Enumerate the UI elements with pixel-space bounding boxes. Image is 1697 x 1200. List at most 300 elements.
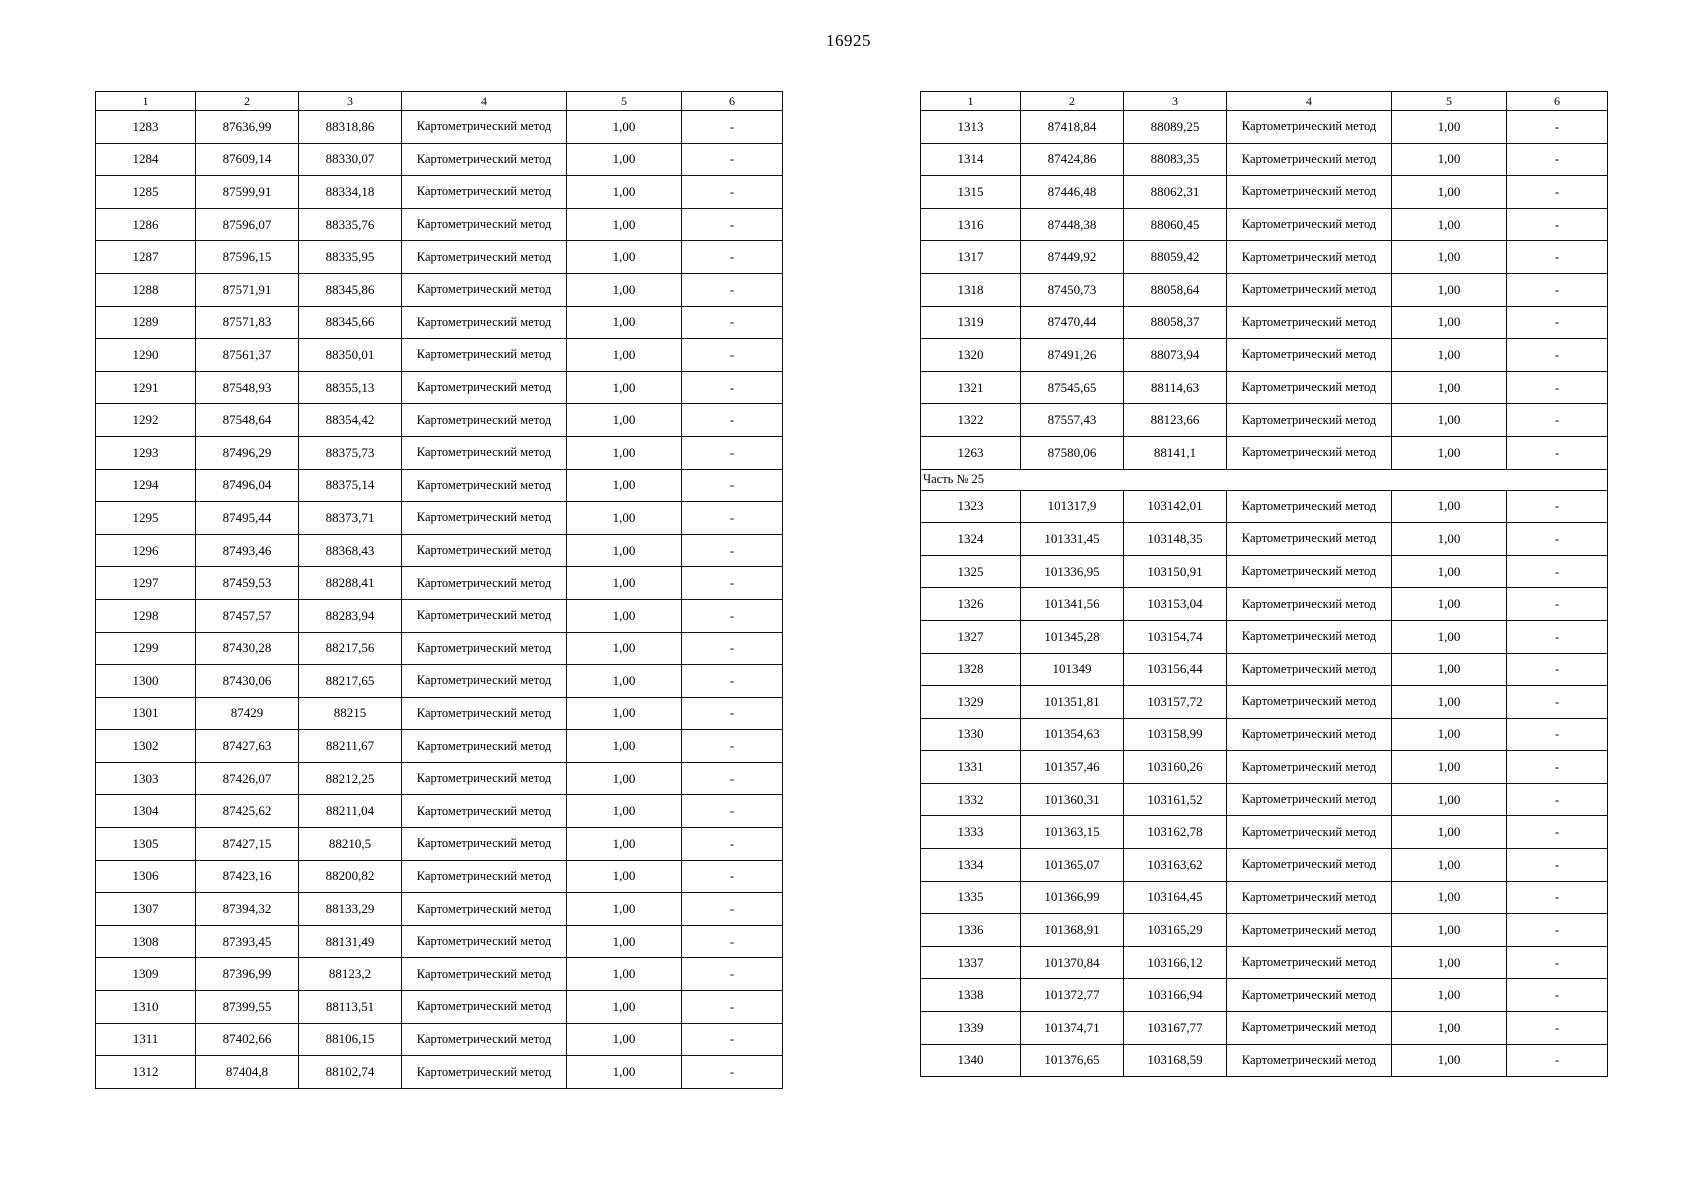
accuracy-cell: 1,00	[1392, 555, 1507, 588]
point-number-cell: 1298	[96, 599, 196, 632]
method-cell: Картометрический метод	[1227, 914, 1392, 947]
note-cell: -	[1507, 273, 1608, 306]
table-row	[96, 860, 783, 893]
point-number-cell: 1315	[921, 176, 1021, 209]
accuracy-cell: 1,00	[567, 339, 682, 372]
point-number-cell: 1292	[96, 404, 196, 437]
accuracy-cell: 1,00	[1392, 914, 1507, 947]
point-number-cell: 1335	[921, 881, 1021, 914]
table-row	[921, 111, 1608, 144]
accuracy-cell: 1,00	[1392, 436, 1507, 469]
point-number-cell: 1322	[921, 404, 1021, 437]
table-row	[96, 404, 783, 437]
point-number-cell: 1337	[921, 946, 1021, 979]
x-coordinate-cell: 87404,8	[196, 1056, 299, 1089]
accuracy-cell: 1,00	[567, 665, 682, 698]
column-header: 5	[1392, 92, 1507, 111]
point-number-cell: 1320	[921, 339, 1021, 372]
table-row	[921, 653, 1608, 686]
accuracy-cell: 1,00	[567, 860, 682, 893]
accuracy-cell: 1,00	[567, 893, 682, 926]
method-cell: Картометрический метод	[402, 925, 567, 958]
method-cell: Картометрический метод	[402, 436, 567, 469]
note-cell: -	[682, 111, 783, 144]
accuracy-cell: 1,00	[1392, 653, 1507, 686]
x-coordinate-cell: 101370,84	[1021, 946, 1124, 979]
point-number-cell: 1303	[96, 762, 196, 795]
y-coordinate-cell: 103162,78	[1124, 816, 1227, 849]
table-row	[921, 523, 1608, 556]
table-row	[96, 632, 783, 665]
y-coordinate-cell: 88375,14	[299, 469, 402, 502]
y-coordinate-cell: 103166,12	[1124, 946, 1227, 979]
point-number-cell: 1314	[921, 143, 1021, 176]
table-row	[96, 665, 783, 698]
column-header: 4	[402, 92, 567, 111]
left-table-body	[96, 111, 783, 1089]
x-coordinate-cell: 87396,99	[196, 958, 299, 991]
table-row	[921, 751, 1608, 784]
column-header: 3	[1124, 92, 1227, 111]
accuracy-cell: 1,00	[1392, 849, 1507, 882]
table-row	[921, 979, 1608, 1012]
point-number-cell: 1316	[921, 208, 1021, 241]
y-coordinate-cell: 103163,62	[1124, 849, 1227, 882]
table-row	[96, 273, 783, 306]
note-cell: -	[1507, 490, 1608, 523]
x-coordinate-cell: 87424,86	[1021, 143, 1124, 176]
point-number-cell: 1300	[96, 665, 196, 698]
y-coordinate-cell: 103142,01	[1124, 490, 1227, 523]
method-cell: Картометрический метод	[402, 1056, 567, 1089]
x-coordinate-cell: 101351,81	[1021, 686, 1124, 719]
note-cell: -	[1507, 241, 1608, 274]
accuracy-cell: 1,00	[567, 828, 682, 861]
point-number-cell: 1289	[96, 306, 196, 339]
y-coordinate-cell: 103148,35	[1124, 523, 1227, 556]
x-coordinate-cell: 87609,14	[196, 143, 299, 176]
accuracy-cell: 1,00	[1392, 404, 1507, 437]
table-row	[96, 991, 783, 1024]
point-number-cell: 1307	[96, 893, 196, 926]
table-row	[921, 1012, 1608, 1045]
x-coordinate-cell: 101365,07	[1021, 849, 1124, 882]
method-cell: Картометрический метод	[1227, 718, 1392, 751]
x-coordinate-cell: 101354,63	[1021, 718, 1124, 751]
point-number-cell: 1326	[921, 588, 1021, 621]
table-header-row	[96, 92, 783, 111]
y-coordinate-cell: 88211,04	[299, 795, 402, 828]
accuracy-cell: 1,00	[1392, 686, 1507, 719]
y-coordinate-cell: 103167,77	[1124, 1012, 1227, 1045]
table-row	[921, 306, 1608, 339]
point-number-cell: 1317	[921, 241, 1021, 274]
note-cell: -	[682, 469, 783, 502]
method-cell: Картометрический метод	[1227, 273, 1392, 306]
accuracy-cell: 1,00	[567, 111, 682, 144]
y-coordinate-cell: 103160,26	[1124, 751, 1227, 784]
x-coordinate-cell: 87449,92	[1021, 241, 1124, 274]
y-coordinate-cell: 88217,65	[299, 665, 402, 698]
note-cell: -	[1507, 620, 1608, 653]
y-coordinate-cell: 103156,44	[1124, 653, 1227, 686]
point-number-cell: 1331	[921, 751, 1021, 784]
note-cell: -	[682, 436, 783, 469]
x-coordinate-cell: 101376,65	[1021, 1044, 1124, 1077]
x-coordinate-cell: 87448,38	[1021, 208, 1124, 241]
note-cell: -	[682, 1056, 783, 1089]
point-number-cell: 1295	[96, 502, 196, 535]
x-coordinate-cell: 87596,07	[196, 208, 299, 241]
y-coordinate-cell: 88073,94	[1124, 339, 1227, 372]
y-coordinate-cell: 88330,07	[299, 143, 402, 176]
table-row	[96, 469, 783, 502]
y-coordinate-cell: 88062,31	[1124, 176, 1227, 209]
accuracy-cell: 1,00	[1392, 371, 1507, 404]
x-coordinate-cell: 87491,26	[1021, 339, 1124, 372]
note-cell: -	[682, 925, 783, 958]
note-cell: -	[682, 860, 783, 893]
y-coordinate-cell: 88288,41	[299, 567, 402, 600]
table-row	[96, 208, 783, 241]
x-coordinate-cell: 101374,71	[1021, 1012, 1124, 1045]
accuracy-cell: 1,00	[567, 273, 682, 306]
method-cell: Картометрический метод	[1227, 816, 1392, 849]
table-row	[96, 502, 783, 535]
point-number-cell: 1284	[96, 143, 196, 176]
note-cell: -	[682, 665, 783, 698]
y-coordinate-cell: 88133,29	[299, 893, 402, 926]
y-coordinate-cell: 88373,71	[299, 502, 402, 535]
point-number-cell: 1318	[921, 273, 1021, 306]
y-coordinate-cell: 88212,25	[299, 762, 402, 795]
x-coordinate-cell: 101317,9	[1021, 490, 1124, 523]
x-coordinate-cell: 87429	[196, 697, 299, 730]
y-coordinate-cell: 88354,42	[299, 404, 402, 437]
accuracy-cell: 1,00	[1392, 306, 1507, 339]
table-row	[921, 208, 1608, 241]
note-cell: -	[1507, 783, 1608, 816]
table-header-row	[921, 92, 1608, 111]
note-cell: -	[1507, 176, 1608, 209]
y-coordinate-cell: 88089,25	[1124, 111, 1227, 144]
accuracy-cell: 1,00	[567, 436, 682, 469]
method-cell: Картометрический метод	[402, 241, 567, 274]
method-cell: Картометрический метод	[1227, 849, 1392, 882]
accuracy-cell: 1,00	[1392, 946, 1507, 979]
accuracy-cell: 1,00	[1392, 143, 1507, 176]
note-cell: -	[682, 273, 783, 306]
accuracy-cell: 1,00	[567, 404, 682, 437]
note-cell: -	[682, 599, 783, 632]
y-coordinate-cell: 88123,66	[1124, 404, 1227, 437]
note-cell: -	[1507, 208, 1608, 241]
table-row	[921, 555, 1608, 588]
y-coordinate-cell: 88318,86	[299, 111, 402, 144]
point-number-cell: 1286	[96, 208, 196, 241]
method-cell: Картометрический метод	[402, 534, 567, 567]
method-cell: Картометрический метод	[402, 958, 567, 991]
note-cell: -	[1507, 881, 1608, 914]
x-coordinate-cell: 87571,91	[196, 273, 299, 306]
method-cell: Картометрический метод	[1227, 555, 1392, 588]
method-cell: Картометрический метод	[1227, 620, 1392, 653]
method-cell: Картометрический метод	[402, 143, 567, 176]
note-cell: -	[1507, 588, 1608, 621]
accuracy-cell: 1,00	[1392, 620, 1507, 653]
table-row	[921, 849, 1608, 882]
x-coordinate-cell: 101331,45	[1021, 523, 1124, 556]
y-coordinate-cell: 103150,91	[1124, 555, 1227, 588]
x-coordinate-cell: 87423,16	[196, 860, 299, 893]
point-number-cell: 1301	[96, 697, 196, 730]
note-cell: -	[682, 697, 783, 730]
accuracy-cell: 1,00	[567, 991, 682, 1024]
method-cell: Картометрический метод	[402, 339, 567, 372]
method-cell: Картометрический метод	[1227, 241, 1392, 274]
table-row	[921, 371, 1608, 404]
x-coordinate-cell: 101366,99	[1021, 881, 1124, 914]
x-coordinate-cell: 87427,63	[196, 730, 299, 763]
note-cell: -	[682, 958, 783, 991]
point-number-cell: 1328	[921, 653, 1021, 686]
method-cell: Картометрический метод	[402, 1023, 567, 1056]
table-row	[921, 273, 1608, 306]
note-cell: -	[682, 893, 783, 926]
table-row	[921, 718, 1608, 751]
point-number-cell: 1311	[96, 1023, 196, 1056]
table-row	[96, 828, 783, 861]
table-row	[96, 1023, 783, 1056]
point-number-cell: 1312	[96, 1056, 196, 1089]
table-row	[96, 241, 783, 274]
table-row	[96, 730, 783, 763]
y-coordinate-cell: 88283,94	[299, 599, 402, 632]
section-row	[921, 469, 1608, 490]
point-number-cell: 1309	[96, 958, 196, 991]
note-cell: -	[682, 404, 783, 437]
point-number-cell: 1338	[921, 979, 1021, 1012]
point-number-cell: 1323	[921, 490, 1021, 523]
table-row	[96, 176, 783, 209]
x-coordinate-cell: 87430,28	[196, 632, 299, 665]
y-coordinate-cell: 88113,51	[299, 991, 402, 1024]
y-coordinate-cell: 103154,74	[1124, 620, 1227, 653]
table-row	[921, 686, 1608, 719]
x-coordinate-cell: 87571,83	[196, 306, 299, 339]
x-coordinate-cell: 101368,91	[1021, 914, 1124, 947]
point-number-cell: 1327	[921, 620, 1021, 653]
x-coordinate-cell: 87427,15	[196, 828, 299, 861]
point-number-cell: 1305	[96, 828, 196, 861]
method-cell: Картометрический метод	[402, 697, 567, 730]
accuracy-cell: 1,00	[567, 599, 682, 632]
column-header: 2	[196, 92, 299, 111]
note-cell: -	[682, 534, 783, 567]
point-number-cell: 1291	[96, 371, 196, 404]
note-cell: -	[682, 502, 783, 535]
method-cell: Картометрический метод	[402, 860, 567, 893]
method-cell: Картометрический метод	[402, 665, 567, 698]
method-cell: Картометрический метод	[402, 893, 567, 926]
y-coordinate-cell: 88200,82	[299, 860, 402, 893]
point-number-cell: 1334	[921, 849, 1021, 882]
accuracy-cell: 1,00	[567, 1056, 682, 1089]
y-coordinate-cell: 88345,66	[299, 306, 402, 339]
method-cell: Картометрический метод	[402, 469, 567, 502]
table-row	[96, 1056, 783, 1089]
right-table-section	[921, 469, 1608, 490]
accuracy-cell: 1,00	[567, 762, 682, 795]
method-cell: Картометрический метод	[1227, 653, 1392, 686]
method-cell: Картометрический метод	[1227, 111, 1392, 144]
table-row	[96, 306, 783, 339]
method-cell: Картометрический метод	[1227, 946, 1392, 979]
x-coordinate-cell: 87548,64	[196, 404, 299, 437]
table-row	[921, 783, 1608, 816]
note-cell: -	[682, 339, 783, 372]
note-cell: -	[1507, 339, 1608, 372]
accuracy-cell: 1,00	[1392, 241, 1507, 274]
y-coordinate-cell: 88083,35	[1124, 143, 1227, 176]
x-coordinate-cell: 87418,84	[1021, 111, 1124, 144]
column-header: 2	[1021, 92, 1124, 111]
accuracy-cell: 1,00	[567, 502, 682, 535]
accuracy-cell: 1,00	[567, 306, 682, 339]
y-coordinate-cell: 88334,18	[299, 176, 402, 209]
note-cell: -	[1507, 914, 1608, 947]
method-cell: Картометрический метод	[1227, 588, 1392, 621]
table-row	[921, 914, 1608, 947]
right-table-body-top	[921, 111, 1608, 470]
point-number-cell: 1325	[921, 555, 1021, 588]
accuracy-cell: 1,00	[567, 208, 682, 241]
point-number-cell: 1302	[96, 730, 196, 763]
y-coordinate-cell: 103164,45	[1124, 881, 1227, 914]
table-row	[921, 436, 1608, 469]
y-coordinate-cell: 88059,42	[1124, 241, 1227, 274]
method-cell: Картометрический метод	[1227, 881, 1392, 914]
x-coordinate-cell: 87470,44	[1021, 306, 1124, 339]
x-coordinate-cell: 101372,77	[1021, 979, 1124, 1012]
method-cell: Картометрический метод	[1227, 1012, 1392, 1045]
note-cell: -	[682, 371, 783, 404]
x-coordinate-cell: 87596,15	[196, 241, 299, 274]
x-coordinate-cell: 101349	[1021, 653, 1124, 686]
y-coordinate-cell: 103168,59	[1124, 1044, 1227, 1077]
y-coordinate-cell: 88060,45	[1124, 208, 1227, 241]
note-cell: -	[1507, 653, 1608, 686]
note-cell: -	[1507, 143, 1608, 176]
accuracy-cell: 1,00	[1392, 339, 1507, 372]
accuracy-cell: 1,00	[567, 730, 682, 763]
y-coordinate-cell: 88355,13	[299, 371, 402, 404]
point-number-cell: 1333	[921, 816, 1021, 849]
note-cell: -	[1507, 371, 1608, 404]
point-number-cell: 1336	[921, 914, 1021, 947]
method-cell: Картометрический метод	[1227, 208, 1392, 241]
y-coordinate-cell: 88131,49	[299, 925, 402, 958]
x-coordinate-cell: 87446,48	[1021, 176, 1124, 209]
y-coordinate-cell: 88141,1	[1124, 436, 1227, 469]
table-row	[96, 599, 783, 632]
method-cell: Картометрический метод	[1227, 979, 1392, 1012]
y-coordinate-cell: 88215	[299, 697, 402, 730]
note-cell: -	[682, 208, 783, 241]
x-coordinate-cell: 87599,91	[196, 176, 299, 209]
y-coordinate-cell: 88123,2	[299, 958, 402, 991]
point-number-cell: 1306	[96, 860, 196, 893]
column-header: 3	[299, 92, 402, 111]
note-cell: -	[1507, 1044, 1608, 1077]
x-coordinate-cell: 101357,46	[1021, 751, 1124, 784]
x-coordinate-cell: 87399,55	[196, 991, 299, 1024]
y-coordinate-cell: 88350,01	[299, 339, 402, 372]
table-row	[96, 534, 783, 567]
note-cell: -	[682, 1023, 783, 1056]
y-coordinate-cell: 88375,73	[299, 436, 402, 469]
table-row	[921, 1044, 1608, 1077]
accuracy-cell: 1,00	[1392, 208, 1507, 241]
table-row	[921, 881, 1608, 914]
point-number-cell: 1310	[96, 991, 196, 1024]
point-number-cell: 1329	[921, 686, 1021, 719]
accuracy-cell: 1,00	[567, 469, 682, 502]
method-cell: Картометрический метод	[402, 208, 567, 241]
point-number-cell: 1285	[96, 176, 196, 209]
point-number-cell: 1313	[921, 111, 1021, 144]
method-cell: Картометрический метод	[1227, 306, 1392, 339]
accuracy-cell: 1,00	[1392, 588, 1507, 621]
table-row	[921, 143, 1608, 176]
x-coordinate-cell: 87496,04	[196, 469, 299, 502]
note-cell: -	[1507, 718, 1608, 751]
accuracy-cell: 1,00	[567, 697, 682, 730]
point-number-cell: 1263	[921, 436, 1021, 469]
y-coordinate-cell: 88335,76	[299, 208, 402, 241]
method-cell: Картометрический метод	[1227, 523, 1392, 556]
note-cell: -	[682, 828, 783, 861]
note-cell: -	[1507, 404, 1608, 437]
note-cell: -	[1507, 523, 1608, 556]
method-cell: Картометрический метод	[402, 567, 567, 600]
note-cell: -	[682, 730, 783, 763]
table-row	[96, 339, 783, 372]
y-coordinate-cell: 88058,37	[1124, 306, 1227, 339]
x-coordinate-cell: 101341,56	[1021, 588, 1124, 621]
table-row	[96, 697, 783, 730]
table-row	[96, 893, 783, 926]
y-coordinate-cell: 88368,43	[299, 534, 402, 567]
point-number-cell: 1287	[96, 241, 196, 274]
method-cell: Картометрический метод	[402, 599, 567, 632]
note-cell: -	[682, 306, 783, 339]
accuracy-cell: 1,00	[567, 1023, 682, 1056]
method-cell: Картометрический метод	[1227, 176, 1392, 209]
table-row	[96, 371, 783, 404]
point-number-cell: 1339	[921, 1012, 1021, 1045]
method-cell: Картометрический метод	[402, 991, 567, 1024]
point-number-cell: 1296	[96, 534, 196, 567]
accuracy-cell: 1,00	[1392, 979, 1507, 1012]
column-header: 1	[921, 92, 1021, 111]
x-coordinate-cell: 87450,73	[1021, 273, 1124, 306]
accuracy-cell: 1,00	[1392, 176, 1507, 209]
x-coordinate-cell: 87495,44	[196, 502, 299, 535]
x-coordinate-cell: 87496,29	[196, 436, 299, 469]
table-row	[96, 762, 783, 795]
y-coordinate-cell: 88058,64	[1124, 273, 1227, 306]
